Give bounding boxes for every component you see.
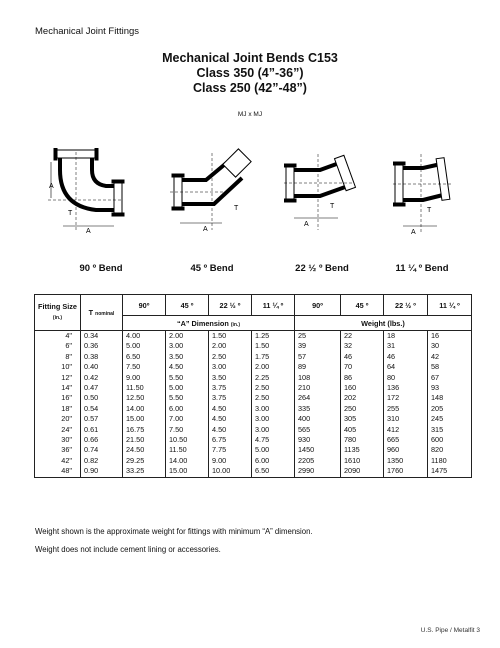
weight-cell: 25 bbox=[295, 331, 341, 342]
weight-cell: 1475 bbox=[428, 466, 472, 477]
weight-cell: 32 bbox=[341, 341, 384, 351]
a-dimension-cell: 29.25 bbox=[123, 456, 166, 466]
weight-cell: 57 bbox=[295, 352, 341, 362]
a-dimension-cell: 5.50 bbox=[166, 373, 209, 383]
weight-cell: 960 bbox=[384, 445, 428, 455]
page-footer: U.S. Pipe / Metalfit 3 bbox=[420, 627, 480, 634]
weight-cell: 16 bbox=[428, 331, 472, 342]
weight-cell: 108 bbox=[295, 373, 341, 383]
a-dimension-cell: 3.75 bbox=[209, 393, 252, 403]
t-nominal-cell: 0.74 bbox=[81, 445, 123, 455]
weight-cell: 202 bbox=[341, 393, 384, 403]
a-dim-22-header: 22 ½ º bbox=[209, 295, 252, 316]
a-dimension-cell: 14.00 bbox=[123, 404, 166, 414]
a-dimension-cell: 2.00 bbox=[252, 362, 295, 372]
weight-cell: 255 bbox=[384, 404, 428, 414]
t-nominal-header: T nominal bbox=[81, 295, 123, 331]
table-row bbox=[35, 362, 472, 372]
a-dimension-cell: 5.50 bbox=[166, 393, 209, 403]
a-dimension-cell: 4.50 bbox=[209, 404, 252, 414]
weight-cell: 70 bbox=[341, 362, 384, 372]
size-cell: 48" bbox=[35, 466, 81, 477]
table-row bbox=[35, 425, 472, 435]
weight-cell: 305 bbox=[341, 414, 384, 424]
a-dimension-cell: 4.50 bbox=[209, 425, 252, 435]
t-nominal-cell: 0.82 bbox=[81, 456, 123, 466]
weight-cell: 400 bbox=[295, 414, 341, 424]
a-dimension-header: “A” Dimension (in.) bbox=[123, 316, 295, 331]
t-nominal-cell: 0.54 bbox=[81, 404, 123, 414]
size-cell: 42" bbox=[35, 456, 81, 466]
a-dimension-cell: 12.50 bbox=[123, 393, 166, 403]
a-dimension-cell: 3.00 bbox=[252, 414, 295, 424]
t-nominal-cell: 0.66 bbox=[81, 435, 123, 445]
bend-90-drawing bbox=[48, 148, 138, 240]
fitting-size-header: Fitting Size (in.) bbox=[35, 295, 81, 331]
a-dimension-cell: 4.00 bbox=[123, 331, 166, 342]
weight-cell: 310 bbox=[384, 414, 428, 424]
a-dimension-cell: 6.75 bbox=[209, 435, 252, 445]
a-dimension-cell: 7.50 bbox=[123, 362, 166, 372]
dim-a-label: A bbox=[49, 183, 54, 190]
table-row bbox=[35, 341, 472, 351]
weight-cell: 2990 bbox=[295, 466, 341, 477]
weight-cell: 136 bbox=[384, 383, 428, 393]
weight-cell: 210 bbox=[295, 383, 341, 393]
bend-11-label: 11 ¼ º Bend bbox=[395, 263, 449, 274]
weight-cell: 160 bbox=[341, 383, 384, 393]
a-dimension-cell: 2.50 bbox=[252, 393, 295, 403]
joint-type-label: MJ x MJ bbox=[237, 111, 263, 118]
weight-cell: 172 bbox=[384, 393, 428, 403]
weight-cell: 18 bbox=[384, 331, 428, 342]
weight-header: Weight (lbs.) bbox=[295, 316, 472, 331]
a-dimension-cell: 4.50 bbox=[209, 414, 252, 424]
a-dimension-cell: 3.00 bbox=[209, 362, 252, 372]
a-dimension-cell: 5.00 bbox=[166, 383, 209, 393]
a-dimension-cell: 21.50 bbox=[123, 435, 166, 445]
a-dim-45-header: 45 º bbox=[166, 295, 209, 316]
table-row bbox=[35, 404, 472, 414]
table-row bbox=[35, 456, 472, 466]
size-cell: 18" bbox=[35, 404, 81, 414]
weight-45-header: 45 º bbox=[341, 295, 384, 316]
a-dimension-cell: 7.50 bbox=[166, 425, 209, 435]
t-nominal-cell: 0.90 bbox=[81, 466, 123, 477]
weight-cell: 820 bbox=[428, 445, 472, 455]
a-dimension-cell: 3.00 bbox=[166, 341, 209, 351]
a-dimension-cell: 15.00 bbox=[166, 466, 209, 477]
dim-a-label: A bbox=[86, 228, 91, 235]
weight-cell: 780 bbox=[341, 435, 384, 445]
weight-cell: 405 bbox=[341, 425, 384, 435]
size-cell: 30" bbox=[35, 435, 81, 445]
table-row bbox=[35, 352, 472, 362]
t-nominal-cell: 0.36 bbox=[81, 341, 123, 351]
a-dimension-cell: 16.75 bbox=[123, 425, 166, 435]
table-row bbox=[35, 435, 472, 445]
bend-90-label: 90 º Bend bbox=[79, 263, 123, 274]
weight-cell: 600 bbox=[428, 435, 472, 445]
a-dimension-cell: 3.50 bbox=[166, 352, 209, 362]
weight-cell: 2090 bbox=[341, 466, 384, 477]
weight-cell: 930 bbox=[295, 435, 341, 445]
a-dimension-cell: 1.50 bbox=[252, 341, 295, 351]
weight-cell: 46 bbox=[341, 352, 384, 362]
weight-cell: 86 bbox=[341, 373, 384, 383]
weight-cell: 412 bbox=[384, 425, 428, 435]
weight-cell: 80 bbox=[384, 373, 428, 383]
weight-cell: 1450 bbox=[295, 445, 341, 455]
a-dimension-cell: 3.75 bbox=[209, 383, 252, 393]
dim-a-label: A bbox=[203, 226, 208, 233]
page-title bbox=[0, 51, 500, 96]
a-dimension-cell: 7.00 bbox=[166, 414, 209, 424]
weight-cell: 250 bbox=[341, 404, 384, 414]
weight-22-header: 22 ½ º bbox=[384, 295, 428, 316]
table-row bbox=[35, 414, 472, 424]
table-row bbox=[35, 373, 472, 383]
dim-a-label: A bbox=[304, 221, 309, 228]
size-cell: 10" bbox=[35, 362, 81, 372]
a-dimension-cell: 7.75 bbox=[209, 445, 252, 455]
t-nominal-cell: 0.61 bbox=[81, 425, 123, 435]
weight-cell: 2205 bbox=[295, 456, 341, 466]
table-row bbox=[35, 466, 472, 477]
weight-cell: 30 bbox=[428, 341, 472, 351]
a-dimension-cell: 1.25 bbox=[252, 331, 295, 342]
t-nominal-cell: 0.42 bbox=[81, 373, 123, 383]
weight-11-header: 11 ¼ º bbox=[428, 295, 472, 316]
a-dimension-cell: 1.50 bbox=[209, 331, 252, 342]
weight-cell: 93 bbox=[428, 383, 472, 393]
a-dimension-cell: 11.50 bbox=[166, 445, 209, 455]
t-nominal-cell: 0.34 bbox=[81, 331, 123, 342]
size-cell: 16" bbox=[35, 393, 81, 403]
a-dim-90-header: 90º bbox=[123, 295, 166, 316]
bend-45-label: 45 º Bend bbox=[190, 263, 234, 274]
a-dimension-cell: 9.00 bbox=[123, 373, 166, 383]
size-cell: 20" bbox=[35, 414, 81, 424]
weight-cell: 245 bbox=[428, 414, 472, 424]
a-dimension-cell: 33.25 bbox=[123, 466, 166, 477]
dim-t-label: T bbox=[68, 210, 73, 217]
size-cell: 6" bbox=[35, 341, 81, 351]
a-dimension-cell: 11.50 bbox=[123, 383, 166, 393]
a-dimension-cell: 14.00 bbox=[166, 456, 209, 466]
bend-11-drawing bbox=[393, 148, 453, 240]
a-dimension-cell: 1.75 bbox=[252, 352, 295, 362]
title-line-2: Class 350 (4”-36”) bbox=[196, 66, 304, 80]
a-dimension-cell: 5.00 bbox=[252, 445, 295, 455]
bend-22-drawing bbox=[284, 148, 364, 240]
dim-t-label: T bbox=[427, 207, 432, 214]
weight-cell: 335 bbox=[295, 404, 341, 414]
table-row bbox=[35, 445, 472, 455]
a-dimension-cell: 4.50 bbox=[166, 362, 209, 372]
weight-cell: 1760 bbox=[384, 466, 428, 477]
size-cell: 36" bbox=[35, 445, 81, 455]
weight-cell: 64 bbox=[384, 362, 428, 372]
a-dimension-cell: 24.50 bbox=[123, 445, 166, 455]
weight-cell: 1350 bbox=[384, 456, 428, 466]
weight-note: Weight shown is the approximate weight for fittings with minimum “A” dimension. bbox=[35, 527, 313, 536]
t-nominal-cell: 0.50 bbox=[81, 393, 123, 403]
a-dimension-cell: 3.00 bbox=[252, 404, 295, 414]
weight-cell: 1135 bbox=[341, 445, 384, 455]
a-dimension-cell: 3.50 bbox=[209, 373, 252, 383]
a-dimension-cell: 6.00 bbox=[166, 404, 209, 414]
t-nominal-cell: 0.47 bbox=[81, 383, 123, 393]
weight-cell: 42 bbox=[428, 352, 472, 362]
dim-t-label: T bbox=[330, 203, 335, 210]
size-cell: 4" bbox=[35, 331, 81, 342]
weight-cell: 46 bbox=[384, 352, 428, 362]
size-cell: 14" bbox=[35, 383, 81, 393]
weight-cell: 148 bbox=[428, 393, 472, 403]
title-line-1: Mechanical Joint Bends C153 bbox=[162, 51, 338, 65]
a-dimension-cell: 6.50 bbox=[123, 352, 166, 362]
a-dimension-cell: 6.50 bbox=[252, 466, 295, 477]
a-dimension-cell: 2.50 bbox=[252, 383, 295, 393]
weight-cell: 565 bbox=[295, 425, 341, 435]
page-header: Mechanical Joint Fittings bbox=[35, 26, 140, 37]
bend-spec-table bbox=[34, 294, 472, 478]
a-dimension-cell: 2.00 bbox=[166, 331, 209, 342]
a-dimension-cell: 9.00 bbox=[209, 456, 252, 466]
weight-cell: 67 bbox=[428, 373, 472, 383]
bend-45-drawing bbox=[170, 148, 260, 240]
a-dimension-cell: 4.75 bbox=[252, 435, 295, 445]
a-dimension-cell: 10.00 bbox=[209, 466, 252, 477]
a-dimension-cell: 10.50 bbox=[166, 435, 209, 445]
weight-cell: 315 bbox=[428, 425, 472, 435]
weight-cell: 39 bbox=[295, 341, 341, 351]
dim-t-label: T bbox=[234, 205, 239, 212]
title-line-3: Class 250 (42”-48”) bbox=[193, 81, 307, 95]
t-nominal-cell: 0.57 bbox=[81, 414, 123, 424]
weight-cell: 205 bbox=[428, 404, 472, 414]
table-row bbox=[35, 331, 472, 342]
weight-cell: 89 bbox=[295, 362, 341, 372]
weight-cell: 58 bbox=[428, 362, 472, 372]
weight-90-header: 90º bbox=[295, 295, 341, 316]
a-dimension-cell: 6.00 bbox=[252, 456, 295, 466]
a-dimension-cell: 15.00 bbox=[123, 414, 166, 424]
a-dimension-cell: 5.00 bbox=[123, 341, 166, 351]
weight-cell: 665 bbox=[384, 435, 428, 445]
weight-cell: 22 bbox=[341, 331, 384, 342]
weight-cell: 1610 bbox=[341, 456, 384, 466]
a-dim-11-header: 11 ¼ º bbox=[252, 295, 295, 316]
table-row bbox=[35, 383, 472, 393]
table-row bbox=[35, 393, 472, 403]
bend-22-label: 22 ½ º Bend bbox=[295, 263, 349, 274]
dim-a-label: A bbox=[411, 229, 416, 236]
a-dimension-cell: 2.50 bbox=[209, 352, 252, 362]
weight-cell: 264 bbox=[295, 393, 341, 403]
size-cell: 24" bbox=[35, 425, 81, 435]
size-cell: 8" bbox=[35, 352, 81, 362]
weight-cell: 1180 bbox=[428, 456, 472, 466]
a-dimension-cell: 2.25 bbox=[252, 373, 295, 383]
weight-cell: 31 bbox=[384, 341, 428, 351]
a-dimension-cell: 2.00 bbox=[209, 341, 252, 351]
a-dimension-cell: 3.00 bbox=[252, 425, 295, 435]
t-nominal-cell: 0.38 bbox=[81, 352, 123, 362]
lining-note: Weight does not include cement lining or accessories. bbox=[35, 545, 221, 554]
size-cell: 12" bbox=[35, 373, 81, 383]
t-nominal-cell: 0.40 bbox=[81, 362, 123, 372]
